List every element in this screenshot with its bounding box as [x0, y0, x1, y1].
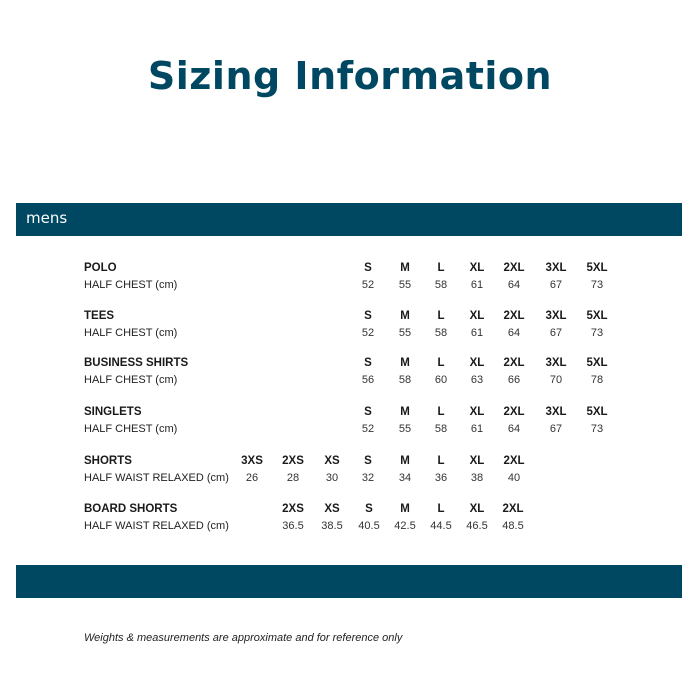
size-label: 3XL [545, 357, 567, 369]
measurement-label: HALF CHEST (cm) [84, 374, 178, 386]
size-row [0, 406, 700, 446]
size-label: M [400, 455, 410, 467]
garment-name: SINGLETS [84, 406, 142, 418]
size-label: L [437, 406, 445, 418]
size-label: 3XL [545, 406, 567, 418]
size-label: M [400, 310, 410, 322]
garment-name: TEES [84, 310, 115, 322]
size-label: 3XL [545, 262, 567, 274]
size-label: S [364, 310, 372, 322]
measurement-label: HALF CHEST (cm) [84, 423, 178, 435]
size-value: 52 [361, 327, 375, 339]
size-value: 30 [325, 472, 339, 484]
size-label: 5XL [586, 406, 608, 418]
size-label: L [437, 310, 445, 322]
size-value: 52 [361, 279, 375, 291]
size-value: 36 [434, 472, 448, 484]
garment-name: BOARD SHORTS [84, 503, 178, 515]
size-value: 73 [590, 327, 604, 339]
size-value: 73 [590, 279, 604, 291]
size-value: 70 [549, 374, 563, 386]
size-label: 3XL [545, 310, 567, 322]
size-value: 56 [361, 374, 375, 386]
size-value: 28 [286, 472, 300, 484]
size-label: M [400, 262, 410, 274]
size-value: 64 [507, 423, 521, 435]
size-value: 40.5 [358, 520, 380, 532]
size-value: 61 [470, 279, 484, 291]
size-label: L [437, 357, 445, 369]
size-label: XL [469, 503, 485, 515]
size-value: 32 [361, 472, 375, 484]
size-value: 34 [398, 472, 412, 484]
size-value: 52 [361, 423, 375, 435]
size-label: 2XL [503, 357, 525, 369]
size-value: 58 [434, 327, 448, 339]
page-title: Sizing Information [147, 54, 553, 98]
size-value: 44.5 [430, 520, 452, 532]
size-value: 67 [549, 327, 563, 339]
measurement-label: HALF WAIST RELAXED (cm) [84, 520, 229, 532]
garment-name: BUSINESS SHIRTS [84, 357, 189, 369]
size-value: 58 [398, 374, 412, 386]
size-value: 55 [398, 279, 412, 291]
size-row [0, 357, 700, 397]
size-label: S [364, 357, 372, 369]
size-label: L [437, 455, 445, 467]
size-row [0, 503, 700, 543]
size-label: 5XL [586, 357, 608, 369]
footnote: Weights & measurements are approximate and for reference only [84, 632, 403, 644]
size-row [0, 310, 700, 350]
size-value: 48.5 [502, 520, 524, 532]
size-label: XL [469, 262, 485, 274]
size-value: 67 [549, 279, 563, 291]
size-value: 55 [398, 327, 412, 339]
footer-band [16, 565, 682, 598]
size-label: S [365, 503, 373, 515]
size-value: 40 [507, 472, 521, 484]
size-label: XL [469, 455, 485, 467]
section-label: mens [26, 209, 68, 227]
size-label: 2XL [503, 262, 525, 274]
size-label: XS [324, 455, 340, 467]
garment-name: SHORTS [84, 455, 132, 467]
size-value: 55 [398, 423, 412, 435]
size-value: 64 [507, 327, 521, 339]
size-label: 3XS [241, 455, 263, 467]
size-label: 2XL [502, 503, 524, 515]
size-label: XS [324, 503, 340, 515]
size-label: 2XL [503, 406, 525, 418]
size-row [0, 455, 700, 495]
size-value: 26 [245, 472, 259, 484]
size-label: M [400, 503, 410, 515]
size-value: 58 [434, 279, 448, 291]
size-value: 38.5 [321, 520, 343, 532]
size-label: XL [469, 406, 485, 418]
size-value: 66 [507, 374, 521, 386]
garment-name: POLO [84, 262, 117, 274]
size-value: 46.5 [466, 520, 488, 532]
size-label: S [364, 406, 372, 418]
size-label: 2XS [282, 503, 304, 515]
size-label: M [400, 357, 410, 369]
size-label: 2XL [503, 455, 525, 467]
size-label: S [364, 262, 372, 274]
size-label: 5XL [586, 262, 608, 274]
size-value: 73 [590, 423, 604, 435]
size-value: 38 [470, 472, 484, 484]
size-label: L [437, 503, 445, 515]
section-header-band [16, 203, 682, 236]
size-label: 2XS [282, 455, 304, 467]
size-row [0, 262, 700, 302]
size-value: 42.5 [394, 520, 416, 532]
size-value: 63 [470, 374, 484, 386]
size-label: 5XL [586, 310, 608, 322]
measurement-label: HALF CHEST (cm) [84, 327, 178, 339]
size-value: 36.5 [282, 520, 304, 532]
size-value: 61 [470, 327, 484, 339]
size-label: M [400, 406, 410, 418]
size-value: 78 [590, 374, 604, 386]
size-value: 64 [507, 279, 521, 291]
size-value: 58 [434, 423, 448, 435]
size-value: 61 [470, 423, 484, 435]
size-label: XL [469, 357, 485, 369]
size-label: S [364, 455, 372, 467]
size-label: XL [469, 310, 485, 322]
size-label: L [437, 262, 445, 274]
measurement-label: HALF CHEST (cm) [84, 279, 178, 291]
measurement-label: HALF WAIST RELAXED (cm) [84, 472, 229, 484]
size-value: 67 [549, 423, 563, 435]
size-value: 60 [434, 374, 448, 386]
size-label: 2XL [503, 310, 525, 322]
